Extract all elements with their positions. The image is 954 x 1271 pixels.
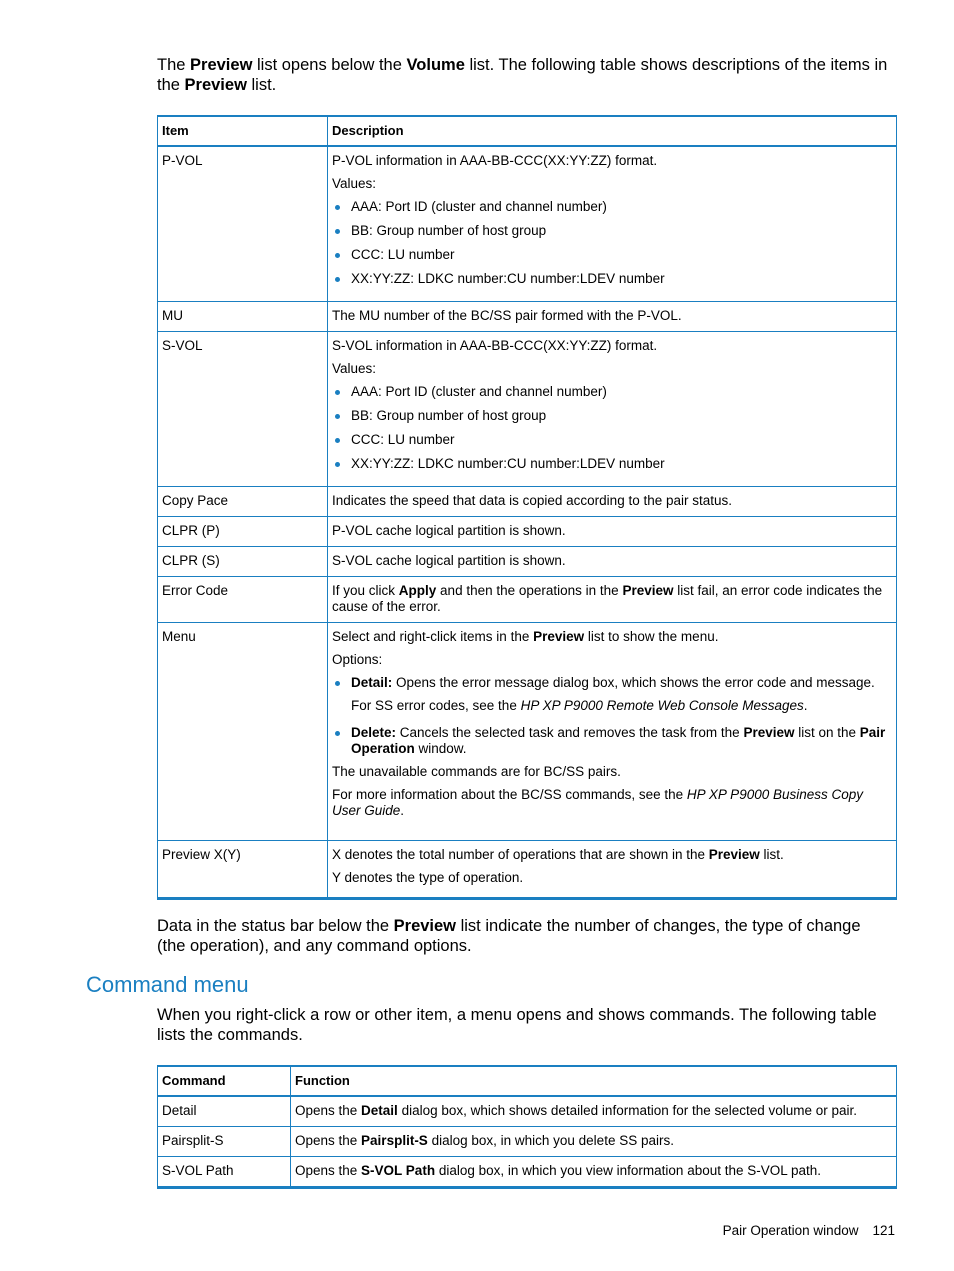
- item-cell: CLPR (P): [158, 517, 328, 547]
- item-cell: P-VOL: [158, 146, 328, 302]
- column-header-function: Function: [291, 1066, 897, 1096]
- column-header-item: Item: [158, 116, 328, 146]
- bullet-icon: [335, 390, 340, 395]
- intro-paragraph: The Preview list opens below the Volume list. The following table shows descriptions of the items in the Preview list.: [157, 56, 888, 94]
- status-bar-paragraph: Data in the status bar below the Preview list indicate the number of changes, the type of change (the operation), and any command options.: [157, 917, 861, 955]
- description-cell: Indicates the speed that data is copied according to the pair status.: [328, 487, 897, 517]
- description-cell: P-VOL cache logical partition is shown.: [328, 517, 897, 547]
- table-row: [158, 1096, 897, 1127]
- page-number: 121: [872, 1223, 895, 1238]
- values-list: [332, 384, 892, 472]
- bullet-icon: [335, 414, 340, 419]
- footer-title: Pair Operation window: [722, 1223, 859, 1238]
- table-row: [158, 332, 897, 487]
- column-header-command: Command: [158, 1066, 291, 1096]
- table-header-row: [158, 116, 897, 146]
- table-row: [158, 487, 897, 517]
- table-row: [158, 302, 897, 332]
- description-cell: X denotes the total number of operations that are shown in the Preview list. Y denotes the type of operation.: [328, 841, 897, 899]
- list-item: BB: Group number of host group: [332, 223, 892, 239]
- description-cell: If you click Apply and then the operations in the Preview list fail, an error code indicates the cause of the error.: [328, 577, 897, 623]
- command-menu-intro: When you right-click a row or other item, a menu opens and shows commands. The following table lists the commands.: [157, 1006, 877, 1044]
- table-row: [158, 146, 897, 302]
- table-row: [158, 577, 897, 623]
- bullet-icon: [335, 277, 340, 282]
- item-cell: Preview X(Y): [158, 841, 328, 899]
- command-cell: Detail: [158, 1096, 291, 1127]
- item-cell: Error Code: [158, 577, 328, 623]
- table-row: [158, 547, 897, 577]
- item-cell: CLPR (S): [158, 547, 328, 577]
- preview-items-table: [157, 115, 897, 900]
- function-cell: Opens the Pairsplit-S dialog box, in which you delete SS pairs.: [291, 1127, 897, 1157]
- list-item: Detail: Opens the error message dialog box, which shows the error code and message. For SS error codes, see the HP XP P9000 Remote Web Console Messages.: [332, 675, 892, 714]
- table-row: [158, 1127, 897, 1157]
- page-footer: [723, 1223, 895, 1238]
- table-row: [158, 841, 897, 899]
- item-cell: S-VOL: [158, 332, 328, 487]
- item-cell: MU: [158, 302, 328, 332]
- list-item: BB: Group number of host group: [332, 408, 892, 424]
- list-item: AAA: Port ID (cluster and channel number): [332, 199, 892, 215]
- command-cell: Pairsplit-S: [158, 1127, 291, 1157]
- function-cell: Opens the Detail dialog box, which shows detailed information for the selected volume or pair.: [291, 1096, 897, 1127]
- bullet-icon: [335, 731, 340, 736]
- command-cell: S-VOL Path: [158, 1157, 291, 1188]
- options-list: [332, 675, 892, 757]
- description-cell: S-VOL information in AAA-BB-CCC(XX:YY:ZZ) format. Values: AAA: Port ID (cluster and channel number) BB: Group number of host group CCC: LU number XX:YY:ZZ: LDKC number:CU number:LDEV number: [328, 332, 897, 487]
- column-header-description: Description: [328, 116, 897, 146]
- list-item: CCC: LU number: [332, 247, 892, 263]
- description-cell: S-VOL cache logical partition is shown.: [328, 547, 897, 577]
- description-cell: The MU number of the BC/SS pair formed with the P-VOL.: [328, 302, 897, 332]
- item-cell: Copy Pace: [158, 487, 328, 517]
- bullet-icon: [335, 462, 340, 467]
- table-header-row: [158, 1066, 897, 1096]
- section-heading: Command menu: [86, 972, 249, 997]
- table-row: [158, 517, 897, 547]
- list-item: CCC: LU number: [332, 432, 892, 448]
- list-item: XX:YY:ZZ: LDKC number:CU number:LDEV number: [332, 271, 892, 287]
- item-cell: Menu: [158, 623, 328, 841]
- bullet-icon: [335, 253, 340, 258]
- command-table: [157, 1065, 897, 1189]
- function-cell: Opens the S-VOL Path dialog box, in which you view information about the S-VOL path.: [291, 1157, 897, 1188]
- bullet-icon: [335, 229, 340, 234]
- description-cell: Select and right-click items in the Preview list to show the menu. Options: Detail: Opens the error message dialog box, which shows the error code and message. For SS error codes, see the HP XP P9000 Remote Web Console Messages. Delete: Cancels the selected task and removes the task from the Preview list on the Pair Operation window. The unavailable commands are for BC/SS pairs. For more information about the BC/SS commands, see the HP XP P9000 Business Copy User Guide.: [328, 623, 897, 841]
- bullet-icon: [335, 438, 340, 443]
- list-item: Delete: Cancels the selected task and removes the task from the Preview list on the Pair Operation window.: [332, 725, 892, 757]
- description-cell: P-VOL information in AAA-BB-CCC(XX:YY:ZZ) format. Values: AAA: Port ID (cluster and channel number) BB: Group number of host group CCC: LU number XX:YY:ZZ: LDKC number:CU number:LDEV number: [328, 146, 897, 302]
- bullet-icon: [335, 681, 340, 686]
- values-list: [332, 199, 892, 287]
- table-row: [158, 1157, 897, 1188]
- list-item: XX:YY:ZZ: LDKC number:CU number:LDEV number: [332, 456, 892, 472]
- table-row: [158, 623, 897, 841]
- list-item: AAA: Port ID (cluster and channel number): [332, 384, 892, 400]
- bullet-icon: [335, 205, 340, 210]
